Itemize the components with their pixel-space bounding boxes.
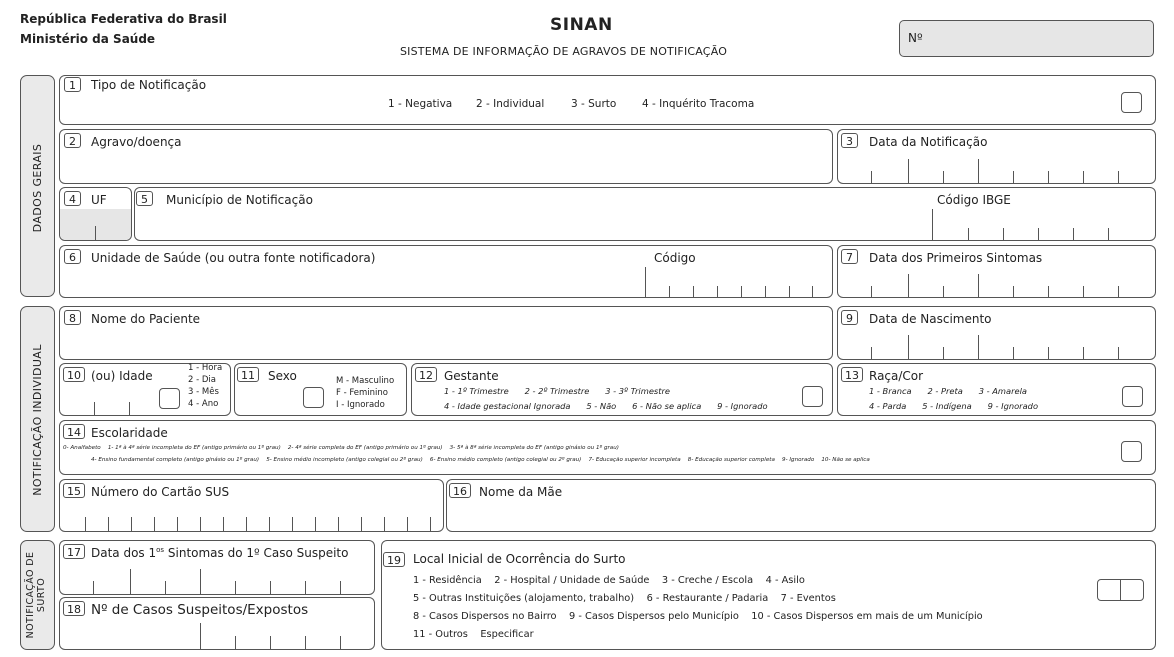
field-label: Data da Notificação xyxy=(869,135,988,149)
page-subtitle: SISTEMA DE INFORMAÇÃO DE AGRAVOS DE NOTIFICAÇÃO xyxy=(400,45,728,58)
field-data-primeiros-sintomas[interactable] xyxy=(837,245,1156,298)
field-number: 4 xyxy=(64,191,81,206)
section-surto-line1: NOTIFICAÇÃO DE xyxy=(25,551,36,639)
escolaridade-options-row1: 0- Analfabeto 1- 1ª à 4ª série incompleta do EF (antigo primário ou 1º grau) 2- 4ª série completa do EF (antigo primário ou 1º grau) 3- 5ª à 8ª série incompleta do EF (antigo ginásio ou 1º grau) xyxy=(63,445,619,451)
field-tipo-notificacao xyxy=(59,75,1156,125)
field-gestante[interactable] xyxy=(411,363,833,416)
codigo-label: Código xyxy=(654,251,696,265)
field-number: 3 xyxy=(841,133,858,148)
republic-label: República Federativa do Brasil xyxy=(20,12,227,26)
field-number: 16 xyxy=(449,483,471,498)
field-number: 10 xyxy=(63,367,85,382)
sexo-option-masculino: M - Masculino xyxy=(336,376,395,386)
field-local-ocorrencia-surto[interactable] xyxy=(381,540,1156,650)
notification-number-field[interactable] xyxy=(899,20,1154,57)
local-ocorrencia-code-box[interactable] xyxy=(1097,579,1144,601)
field-uf[interactable] xyxy=(59,187,132,241)
field-number: 8 xyxy=(64,310,81,325)
local-options-row3: 8 - Casos Dispersos no Bairro 9 - Casos Dispersos pelo Município 10 - Casos Dispersos em mais de um Município xyxy=(413,611,983,622)
section-notificacao-surto-label xyxy=(25,547,47,643)
notification-number-label: Nº xyxy=(908,31,923,45)
field-unidade-saude[interactable] xyxy=(59,245,833,298)
gestante-options-row2: 4 - Idade gestacional Ignorada 5 - Não 6 - Não se aplica 9 - Ignorado xyxy=(444,401,768,411)
gestante-checkbox[interactable] xyxy=(802,386,823,407)
field-number: 18 xyxy=(63,601,85,616)
raca-options-row2: 4 - Parda 5 - Indígena 9 - Ignorado xyxy=(869,401,1039,411)
idade-option-hora: 1 - Hora xyxy=(188,363,223,373)
local-options-row4: 11 - Outros Especificar xyxy=(413,629,534,640)
field-label: Sexo xyxy=(268,369,297,383)
field-label: Raça/Cor xyxy=(869,369,924,383)
field-nome-paciente[interactable] xyxy=(59,306,833,360)
local-options-row2: 5 - Outras Instituições (alojamento, trabalho) 6 - Restaurante / Padaria 7 - Eventos xyxy=(413,593,836,604)
idade-unit-checkbox[interactable] xyxy=(159,388,180,409)
field-escolaridade[interactable] xyxy=(59,420,1156,475)
section-notificacao-individual xyxy=(20,306,55,532)
escolaridade-checkbox[interactable] xyxy=(1121,441,1142,462)
idade-option-ano: 4 - Ano xyxy=(188,399,219,409)
section-dados-gerais xyxy=(20,75,55,297)
field-casos-suspeitos[interactable] xyxy=(59,597,375,650)
field-municipio-notificacao[interactable] xyxy=(134,187,1156,241)
field-label: (ou) Idade xyxy=(91,369,153,383)
section-surto-line2: SURTO xyxy=(36,577,47,613)
field-data-sintomas-caso-suspeito[interactable] xyxy=(59,540,375,595)
field-number: 9 xyxy=(841,310,858,325)
field-label: Nome da Mãe xyxy=(479,485,563,499)
section-notificacao-individual-label: NOTIFICAÇÃO INDIVIDUAL xyxy=(31,344,44,496)
field-number: 6 xyxy=(64,249,81,264)
field-label: Unidade de Saúde (ou outra fonte notificadora) xyxy=(91,251,376,265)
page-title: SINAN xyxy=(550,15,613,35)
sexo-option-ignorado: I - Ignorado xyxy=(336,400,385,410)
field-data-nascimento[interactable] xyxy=(837,306,1156,360)
field-sexo[interactable] xyxy=(234,363,407,416)
field-number: 12 xyxy=(415,367,437,382)
field-nome-mae[interactable] xyxy=(446,479,1156,532)
sexo-option-feminino: F - Feminino xyxy=(336,388,388,398)
field-label: Gestante xyxy=(444,369,499,383)
tipo-notificacao-checkbox[interactable] xyxy=(1121,92,1142,113)
field-label: Tipo de Notificação xyxy=(91,78,207,92)
field-label: Agravo/doença xyxy=(91,135,182,149)
field-label: Data de Nascimento xyxy=(869,312,992,326)
idade-option-dia: 2 - Dia xyxy=(188,375,216,385)
field-label: Data dos $1^{os}$ Sintomas do 1º Caso Suspeito xyxy=(91,546,349,560)
field-number: 7 xyxy=(841,249,858,264)
option-individual: 2 - Individual xyxy=(476,98,545,110)
field-data-notificacao[interactable] xyxy=(837,129,1156,184)
field-number: 14 xyxy=(63,424,85,439)
field-label: Nome do Paciente xyxy=(91,312,201,326)
field-label: Escolaridade xyxy=(91,426,168,440)
field-label: Data dos Primeiros Sintomas xyxy=(869,251,1043,265)
field-number: 1 xyxy=(64,77,81,92)
raca-checkbox[interactable] xyxy=(1122,386,1143,407)
gestante-options-row1: 1 - 1º Trimestre 2 - 2º Trimestre 3 - 3º Trimestre xyxy=(444,386,671,396)
field-label: Nº de Casos Suspeitos/Expostos xyxy=(91,602,309,618)
field-number: 17 xyxy=(63,544,85,559)
field-number: 13 xyxy=(841,367,863,382)
idade-option-mes: 3 - Mês xyxy=(188,387,219,397)
raca-options-row1: 1 - Branca 2 - Preta 3 - Amarela xyxy=(869,386,1027,396)
option-inquerito-tracoma: 4 - Inquérito Tracoma xyxy=(642,98,755,110)
field-cartao-sus[interactable] xyxy=(59,479,444,532)
section-notificacao-surto xyxy=(20,540,55,650)
option-surto: 3 - Surto xyxy=(571,98,617,110)
field-label: Município de Notificação xyxy=(166,193,313,207)
field-number: 2 xyxy=(64,133,81,148)
codigo-ibge-label: Código IBGE xyxy=(937,193,1011,207)
field-label: Número do Cartão SUS xyxy=(91,485,230,499)
sexo-checkbox[interactable] xyxy=(303,387,324,408)
escolaridade-options-row2: 4- Ensino fundamental completo (antigo ginásio ou 1º grau) 5- Ensino médio incompleto (antigo colegial ou 2º grau) 6- Ensino médio completo (antigo colegial ou 2º grau) 7- Educação superior incompleta 8- Educação superior completa 9- Ignorado 10- Não se aplica xyxy=(91,457,870,463)
field-raca-cor[interactable] xyxy=(837,363,1156,416)
option-negativa: 1 - Negativa xyxy=(388,98,453,110)
field-label: UF xyxy=(91,193,107,207)
local-options-row1: 1 - Residência 2 - Hospital / Unidade de Saúde 3 - Creche / Escola 4 - Asilo xyxy=(413,575,805,586)
field-label: Local Inicial de Ocorrência do Surto xyxy=(413,552,626,566)
field-agravo-doenca[interactable] xyxy=(59,129,833,184)
ministry-label: Ministério da Saúde xyxy=(20,32,156,46)
field-number: 15 xyxy=(63,483,85,498)
field-idade[interactable] xyxy=(59,363,231,416)
section-dados-gerais-label: DADOS GERAIS xyxy=(31,143,44,233)
field-number: 11 xyxy=(237,367,259,382)
field-number: 19 xyxy=(383,552,405,567)
field-number: 5 xyxy=(136,191,153,206)
